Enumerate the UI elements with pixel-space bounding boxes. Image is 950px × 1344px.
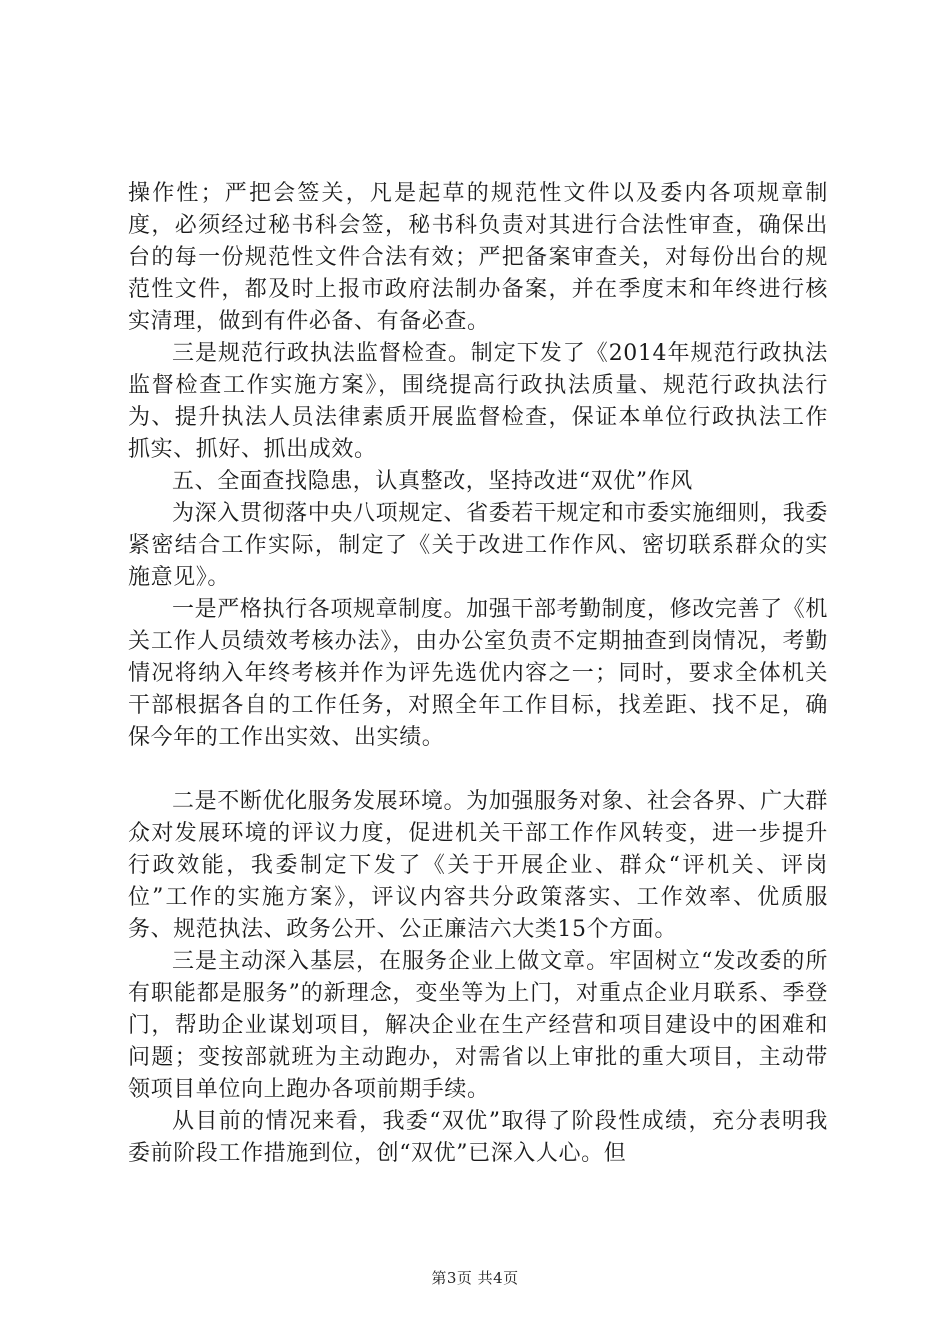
paragraph-point-three: 三是主动深入基层，在服务企业上做文章。牢固树立“发改委的所有职能都是服务”的新理念，变坐等为上门，对重点企业月联系、季登门，帮助企业谋划项目，解决企业在生产经营和项目建设中的困难和问题；变按部就班为主动跑办，对需省以上审批的重大项目，主动带领项目单位向上跑办各项前期手续。	[128, 949, 828, 1102]
paragraph-intro-eight-rules: 为深入贯彻落中央八项规定、省委若干规定和市委实施细则，我委紧密结合工作实际，制定了《关于改进工作作风、密切联系群众的实施意见》。	[128, 501, 828, 590]
paragraph-enforcement-supervision: 三是规范行政执法监督检查。制定下发了《2014年规范行政执法监督检查工作实施方案》，围绕提高行政执法质量、规范行政执法行为、提升执法人员法律素质开展监督检查，保证本单位行政执法工作抓实、抓好、抓出成效。	[128, 341, 828, 462]
paragraph-point-two: 二是不断优化服务发展环境。为加强服务对象、社会各界、广大群众对发展环境的评议力度，促进机关干部工作作风转变，进一步提升行政效能，我委制定下发了《关于开展企业、群众“评机关、评岗位”工作的实施方案》，评议内容共分政策落实、工作效率、优质服务、规范执法、政务公开、公正廉洁六大类15个方面。	[128, 789, 828, 942]
page-number-footer: 第3页 共4页	[431, 1269, 519, 1287]
paragraph-continuation: 操作性；严把会签关，凡是起草的规范性文件以及委内各项规章制度，必须经过秘书科会签，秘书科负责对其进行合法性审查，确保出台的每一份规范性文件合法有效；严把备案审查关，对每份出台的规范性文件，都及时上报市政府法制办备案，并在季度末和年终进行核实清理，做到有件必备、有备必查。	[128, 181, 828, 334]
document-body	[128, 178, 828, 1170]
section-heading-five: 五、全面查找隐患，认真整改，坚持改进“双优”作风	[172, 469, 693, 494]
paragraph-conclusion: 从目前的情况来看，我委“双优”取得了阶段性成绩，充分表明我委前阶段工作措施到位，创“双优”已深入人心。但	[128, 1109, 828, 1166]
paragraph-point-one: 一是严格执行各项规章制度。加强干部考勤制度，修改完善了《机关工作人员绩效考核办法》，由办公室负责不定期抽查到岗情况，考勤情况将纳入年终考核并作为评先选优内容之一；同时，要求全体机关干部根据各自的工作任务，对照全年工作目标，找差距、找不足，确保今年的工作出实效、出实绩。	[128, 597, 828, 750]
